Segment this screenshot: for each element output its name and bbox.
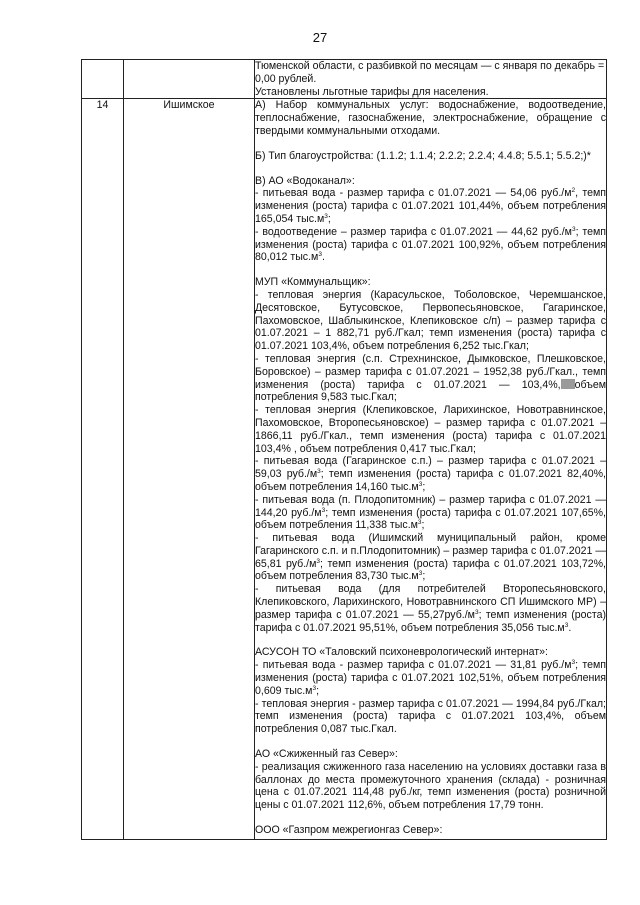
- mup-water-plodopitomnik: - питьевая вода (п. Плодопитомник) – размер тарифа с 01.07.2021 — 144,20 $руб./м^3$; темп изменения (роста) тарифа с 01.07.2021 107,65%, объем потребления 11,338 $тыс.м^3$;: [255, 493, 606, 532]
- mup-water-settlements: - питьевая вода (для потребителей Второпесьяновского, Клепиковского, Ларихинского, Новотравнинского СП Ишимского МР) – размер тарифа с 01.07.2021 — $55,27руб./м^3$; темп изменения (роста) тарифа с 01.07.2021 95,51%, объем потребления 35,056 $тыс.м^3$.: [255, 583, 607, 634]
- vodokanal-sewage: - водоотведение – размер тарифа с 01.07.2021 — 44,62 $руб./м^3$; темп изменения (роста) тарифа с 01.07.2021 100,92%, объем потребления 80,012 $тыс.м^3$.: [255, 225, 607, 264]
- asuson-heat: - тепловая энергия - размер тарифа с 01.07.2021 — 1994,84 руб./Гкал; темп изменения (роста) тарифа с 01.07.2021 103,4%, объем потребления 0,087 тыс.Гкал.: [255, 697, 606, 736]
- continuation-line-1: Тюменской области, с разбивкой по месяцам — с января по декабрь = 0,00 рублей.: [255, 60, 605, 85]
- page-number: 27: [312, 30, 328, 45]
- cell-empty-name: [124, 60, 255, 99]
- heading-liquefied-gas: АО «Сжиженный газ Север»:: [255, 748, 398, 761]
- continuation-line-2: Установлены льготные тарифы для населения.: [255, 85, 489, 98]
- heading-asuson: АСУСОН ТО «Таловский психоневрологический интернат»:: [255, 646, 548, 659]
- table-row-continuation: [82, 60, 607, 99]
- paragraph-services: А) Набор коммунальных услуг: водоснабжение, водоотведение, теплоснабжение, газоснабжение, электроснабжение, обращение с твердыми коммунальными отходами.: [255, 99, 606, 137]
- cell-continuation-text: [255, 60, 607, 99]
- mup-heat-1: - тепловая энергия (Карасульское, Тоболовское, Черемшанское, Десятовское, Бутусовское, Первопесьяновское, Гагаринское, Пахомовское, Шаблыкинское, Клепиковское с/п) – размер тарифа с 01.07.2021 – 1 882,71 руб./Гкал; темп изменения (роста) тарифа с 01.07.2021 103,4%, объем потребления 6,252 тыс.Гкал;: [255, 288, 606, 353]
- municipality-name: Ишимское: [124, 99, 255, 839]
- vodokanal-drinking-water: - питьевая вода - размер тарифа с 01.07.2021 — 54,06 $руб./м^2$, темп изменения (роста) тарифа с 01.07.2021 101,44%, объем потребления 165,054 $тыс.м^3$;: [255, 187, 606, 225]
- mup-heat-3: - тепловая энергия (Клепиковское, Ларихинское, Новотравнинское, Пахомовское, Второпесьяновское) – размер тарифа с 01.07.2021 – 1866,11 руб./Гкал., темп изменения (роста) тарифа с 01.07.2021 103,4% , объем потребления 0,417 тыс.Гкал;: [255, 404, 606, 455]
- tariff-description: [255, 99, 607, 839]
- mup-water-district: - питьевая вода (Ишимский муниципальный район, кроме Гагаринского с.п. и п.Плодопитомник) – размер тарифа с 01.07.2021 — 65,81 $руб./м^3$; темп изменения (роста) тарифа с 01.07.2021 103,72%, объем потребления 83,730 $тыс.м^3$;: [255, 532, 606, 583]
- tariff-table: [81, 59, 607, 840]
- mup-water-gagarinskoe: - питьевая вода (Гагаринское с.п.) – размер тарифа с 01.07.2021 – 59,03 $руб./м^3$; темп изменения (роста) тарифа с 01.07.2021 82,40%, объем потребления 14,160 $тыс.м^3$;: [255, 455, 606, 493]
- paragraph-amenity-type: Б) Тип благоустройства: (1.1.2; 1.1.4; 2.2.2; 2.2.4; 4.4.8; 5.5.1; 5.5.2;)*: [255, 149, 591, 162]
- row-number: 14: [82, 99, 124, 839]
- asuson-drinking-water: - питьевая вода - размер тарифа с 01.07.2021 — 31,81 $руб./м^3$; темп изменения (роста) тарифа с 01.07.2021 102,51%, объем потребления 0,609 $тыс.м^3$;: [255, 659, 606, 697]
- mup-heat-2: - тепловая энергия (с.п. Стрехнинское, Дымковское, Плешковское, Боровское) – размер тарифа с 01.07.2021 – 1952,38 руб./Гкал., темп изменения (роста) тарифа с 01.07.2021 — 103,4%, объем потребления 9,583 тыс.Гкал;: [255, 352, 606, 404]
- cell-empty-num: [82, 60, 124, 99]
- heading-vodokanal: В) АО «Водоканал»:: [255, 174, 355, 187]
- heading-gazprom: ООО «Газпром межрегионгаз Север»:: [255, 824, 443, 837]
- heading-mup: МУП «Коммунальщик»:: [255, 276, 371, 289]
- redaction-mark: [561, 379, 575, 389]
- table-row-14: [82, 99, 607, 839]
- liquefied-gas-retail: - реализация сжиженного газа населению на условиях доставки газа в баллонах до места промежуточного хранения (склада) - розничная цена с 01.07.2021 114,48 руб./кг, темп изменения (роста) розничной цены с 01.07.2021 112,6%, объем потребления 17,79 тонн.: [255, 760, 606, 812]
